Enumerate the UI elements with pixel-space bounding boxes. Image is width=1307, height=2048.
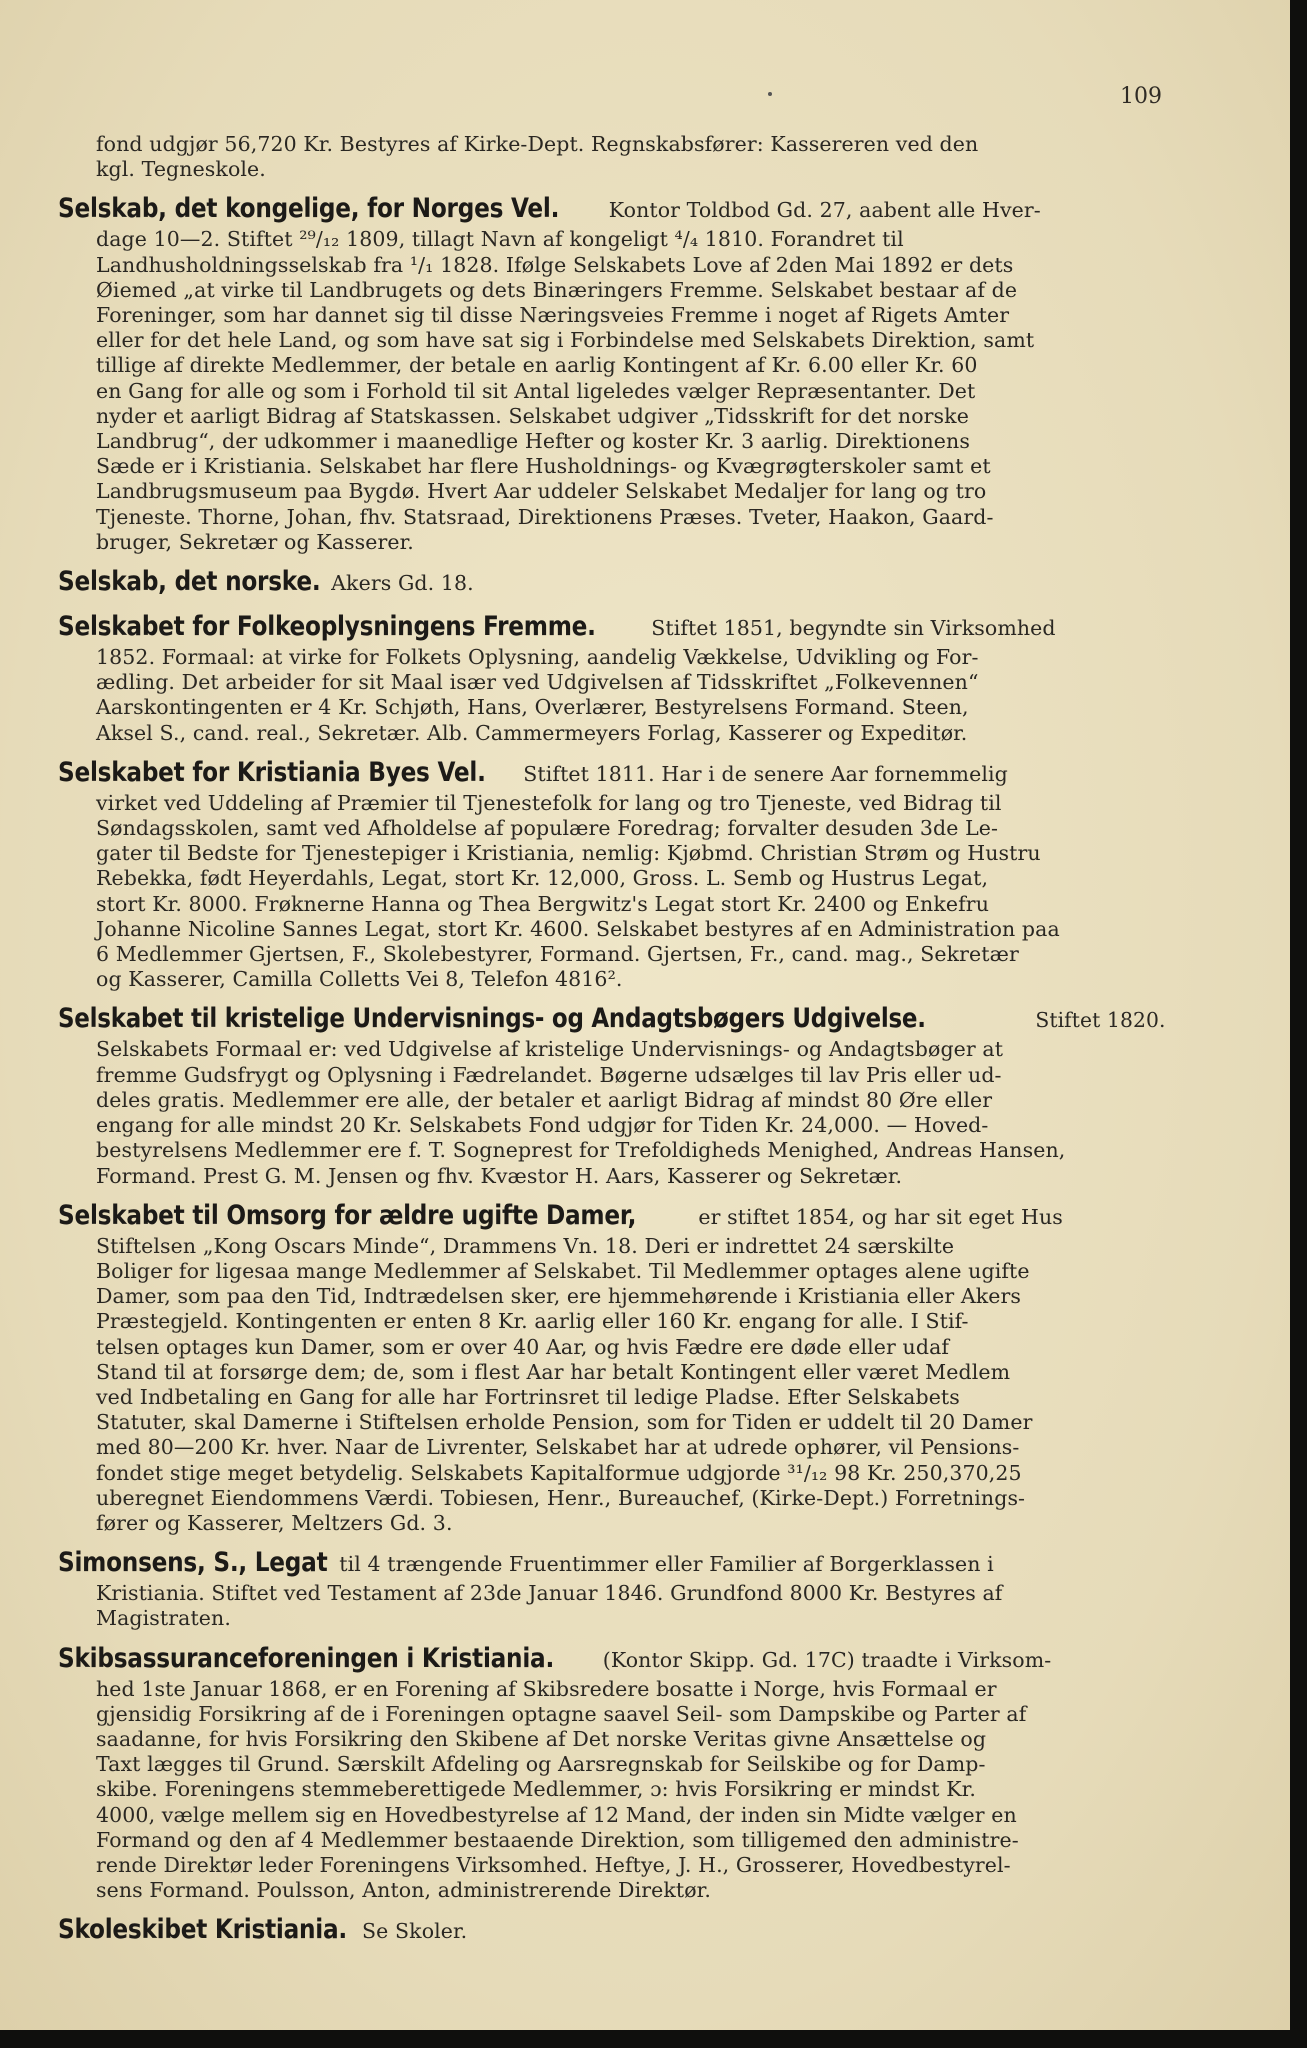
directory-entry [58,565,1166,600]
entry-line: Aarskontingenten er 4 Kr. Schjøth, Hans, Overlærer, Bestyrelsens Formand. Steen, [96,695,969,720]
entry-line: ædling. Det arbeider for sit Maal især ved Udgivelsen af Tidsskriftet „Folkevennen“ [96,670,979,695]
entry-text: Akers Gd. 18. [331,571,474,596]
entry-headline [58,1913,1166,1948]
entry-headline [58,1546,1166,1581]
entry-line: Damer, som paa den Tid, Indtrædelsen sker, ere hjemmehørende i Kristiania eller Akers [96,1284,1022,1309]
entry-title: Selskabet til Omsorg for ældre ugifte Damer, [58,1199,637,1231]
entry-line: Rebekka, født Heyerdahls, Legat, stort Kr. 12,000, Gross. L. Semb og Hustrus Legat, [96,866,989,891]
ink-speck [768,92,772,96]
entry-line: 6 Medlemmer Gjertsen, F., Skolebestyrer, Formand. Gjertsen, Fr., cand. mag., Sekretær [96,942,1019,967]
entry-line: bestyrelsens Medlemmer ere f. T. Sogneprest for Trefoldigheds Menighed, Andreas Hansen, [96,1138,1066,1163]
entry-line: Foreninger, som har dannet sig til disse Næringsveies Fremme i noget af Rigets Amter [96,303,1010,328]
entry-line: Stand til at forsørge dem; de, som i flest Aar har betalt Kontingent eller været Medlem [96,1359,1011,1384]
entry-title: Selskabet til kristelige Undervisnings- og Andagtsbøgers Udgivelse. [58,1003,926,1035]
entry-title: Selskabet for Kristiania Byes Vel. [58,756,486,788]
directory-entry [58,756,1166,993]
directory-entry [58,132,1166,182]
entry-line: Johanne Nicoline Sannes Legat, stort Kr. 4600. Selskabet bestyres af en Administration paa [96,916,1060,941]
entry-line: Formand. Prest G. M. Jensen og fhv. Kvæstor H. Aars, Kasserer og Sekretær. [96,1163,903,1188]
entry-line: virket ved Uddeling af Præmier til Tjenestefolk for lang og tro Tjeneste, ved Bidrag til [96,790,1002,815]
directory-entries [58,132,1166,1958]
entry-line: Landhusholdningsselskab fra ¹/₁ 1828. Ifølge Selskabets Love af 2den Mai 1892 er dets [96,252,1014,277]
entry-line: Landbrugsmuseum paa Bygdø. Hvert Aar uddeler Selskabet Medaljer for lang og tro [96,479,987,504]
entry-text: er stiftet 1854, og har sit eget Hus [698,1204,1063,1229]
entry-line: kgl. Tegneskole. [96,157,266,182]
entry-line: Præstegjeld. Kontingenten er enten 8 Kr. aarlig eller 160 Kr. engang for alle. I Stif- [96,1309,969,1334]
entry-line: Statuter, skal Damerne i Stiftelsen erholde Pension, som for Tiden er uddelt til 20 Damer [96,1410,1033,1435]
entry-text: til 4 trængende Fruentimmer eller Familier af Borgerklassen i [339,1552,994,1577]
entry-text: Stiftet 1820. [1035,1008,1166,1033]
entry-line: saadanne, for hvis Forsikring den Skibene af Det norske Veritas givne Ansættelse og [96,1726,987,1751]
entry-line: ved Indbetaling en Gang for alle har Fortrinsret til ledige Pladse. Efter Selskabets [96,1384,960,1409]
entry-line: hed 1ste Januar 1868, er en Forening af Skibsredere bosatte i Norge, hvis Formaal er [96,1676,997,1701]
entry-line: en Gang for alle og som i Forhold til sit Antal ligeledes vælger Repræsentanter. Det [96,378,976,403]
entry-line: Stiftelsen „Kong Oscars Minde“, Drammens Vn. 18. Deri er indrettet 24 særskilte [96,1233,955,1258]
entry-headline [58,756,1166,791]
entry-line: med 80—200 Kr. hver. Naar de Livrenter, Selskabet har at udrede ophører, vil Pensions- [96,1435,1020,1460]
entry-title: Selskab, det norske. [58,566,321,598]
entry-headline [58,1642,1166,1677]
entry-line: Boliger for ligesaa mange Medlemmer af Selskabet. Til Medlemmer optages alene ugifte [96,1258,1030,1283]
entry-line: tillige af direkte Medlemmer, der betale en aarlig Kontingent af Kr. 6.00 eller Kr. 60 [96,353,978,378]
page-number: 109 [1120,84,1162,109]
entry-line: fremme Gudsfrygt og Oplysning i Fædrelandet. Bøgerne udsælges til lav Pris eller ud- [96,1062,1002,1087]
entry-line: Selskabets Formaal er: ved Udgivelse af kristelige Undervisnings- og Andagtsbøger at [96,1037,1004,1062]
entry-line: Tjeneste. Thorne, Johan, fhv. Statsraad, Direktionens Præses. Tveter, Haakon, Gaard- [96,504,994,529]
entry-text: (Kontor Skipp. Gd. 17C) traadte i Virksom- [602,1647,1052,1672]
entry-line: nyder et aarligt Bidrag af Statskassen. Selskabet udgiver „Tidsskrift for det norske [96,403,969,428]
entry-line: engang for alle mindst 20 Kr. Selskabets Fond udgjør for Tiden Kr. 24,000. — Hoved- [96,1113,989,1138]
entry-headline [58,610,1166,645]
entry-title: Selskabet for Folkeoplysningens Fremme. [58,611,596,643]
entry-text: Stiftet 1851, begyndte sin Virksomhed [651,616,1056,641]
entry-title: Selskab, det kongelige, for Norges Vel. [58,193,560,225]
entry-headline [58,192,1166,227]
directory-entry [58,1642,1166,1904]
entry-line: Landbrug“, der udkommer i maanedlige Hefter og koster Kr. 3 aarlig. Direktionens [96,429,970,454]
entry-line: fører og Kasserer, Meltzers Gd. 3. [96,1510,453,1535]
entry-text: Kontor Toldbod Gd. 27, aabent alle Hver- [608,198,1041,223]
entry-line: Kristiania. Stiftet ved Testament af 23de Januar 1846. Grundfond 8000 Kr. Bestyres af [96,1581,1003,1606]
entry-line: Øiemed „at virke til Landbrugets og dets Binæringers Fremme. Selskabet bestaar af de [96,277,1018,302]
entry-line: fondet stige meget betydelig. Selskabets Kapitalformue udgjorde ³¹/₁₂ 98 Kr. 250,370,25 [96,1460,1022,1485]
entry-headline [58,1002,1166,1037]
entry-line: stort Kr. 8000. Frøknerne Hanna og Thea Bergwitz's Legat stort Kr. 2400 og Enkefru [96,891,990,916]
directory-entry [58,1002,1166,1188]
entry-line: Magistraten. [96,1606,231,1631]
entry-headline [58,1199,1166,1234]
entry-line: Formand og den af 4 Medlemmer bestaaende Direktion, som tilligemed den administre- [96,1827,1019,1852]
entry-line: Aksel S., cand. real., Sekretær. Alb. Cammermeyers Forlag, Kasserer og Expeditør. [96,720,968,745]
entry-line: sens Formand. Poulsson, Anton, administrerende Direktør. [96,1878,711,1903]
entry-title: Simonsens, S., Legat [58,1547,328,1579]
directory-entry [58,1546,1166,1631]
directory-entry [58,192,1166,555]
entry-headline [58,565,1166,600]
entry-line: deles gratis. Medlemmer ere alle, der betaler et aarligt Bidrag af mindst 80 Øre eller [96,1087,993,1112]
entry-line: Sæde er i Kristiania. Selskabet har flere Husholdnings- og Kvægrøgterskoler samt et [96,454,991,479]
entry-line: gjensidig Forsikring af de i Foreningen optagne saavel Seil- som Dampskibe og Parter af [96,1701,1027,1726]
entry-line: telsen optages kun Damer, som er over 40 Aar, og hvis Fædre ere døde eller udaf [96,1334,950,1359]
entry-line: uberegnet Eiendommens Værdi. Tobiesen, Henr., Bureauchef, (Kirke-Dept.) Forretnings- [96,1485,1026,1510]
entry-line: fond udgjør 56,720 Kr. Bestyres af Kirke-Dept. Regnskabsfører: Kassereren ved den [96,132,979,156]
entry-text: Se Skoler. [362,1919,468,1944]
entry-line: dage 10—2. Stiftet ²⁹/₁₂ 1809, tillagt Navn af kongeligt ⁴/₄ 1810. Forandret til [96,227,904,252]
directory-entry [58,1199,1166,1536]
entry-line: Taxt lægges til Grund. Særskilt Afdeling og Aarsregnskab for Seilskibe og for Damp- [96,1752,986,1777]
directory-entry [58,1913,1166,1948]
entry-line: gater til Bedste for Tjenestepiger i Kristiania, nemlig: Kjøbmd. Christian Strøm og Hustru [96,841,1041,866]
entry-line: 1852. Formaal: at virke for Folkets Oplysning, aandelig Vækkelse, Udvikling og For- [96,645,979,670]
entry-line: 4000, vælge mellem sig en Hovedbestyrelse af 12 Mand, der inden sin Midte vælger en [96,1802,1017,1827]
entry-line: skibe. Foreningens stemmeberettigede Medlemmer, ɔ: hvis Forsikring er mindst Kr. [96,1777,976,1802]
entry-line: eller for det hele Land, og som have sat sig i Forbindelse med Selskabets Direktion, samt [96,328,1035,353]
entry-line: Søndagsskolen, samt ved Afholdelse af populære Foredrag; forvalter desuden 3de Le- [96,816,999,841]
entry-line: rende Direktør leder Foreningens Virksomhed. Heftye, J. H., Grosserer, Hovedbestyrel- [96,1852,1011,1877]
entry-title: Skoleskibet Kristiania. [58,1914,347,1946]
entry-title: Skibsassuranceforeningen i Kristiania. [58,1642,555,1674]
entry-text: Stiftet 1811. Har i de senere Aar fornemmelig [523,761,1008,786]
directory-entry [58,610,1166,746]
entry-line: og Kasserer, Camilla Colletts Vei 8, Telefon 4816². [96,967,623,992]
entry-line: bruger, Sekretær og Kasserer. [96,529,414,554]
